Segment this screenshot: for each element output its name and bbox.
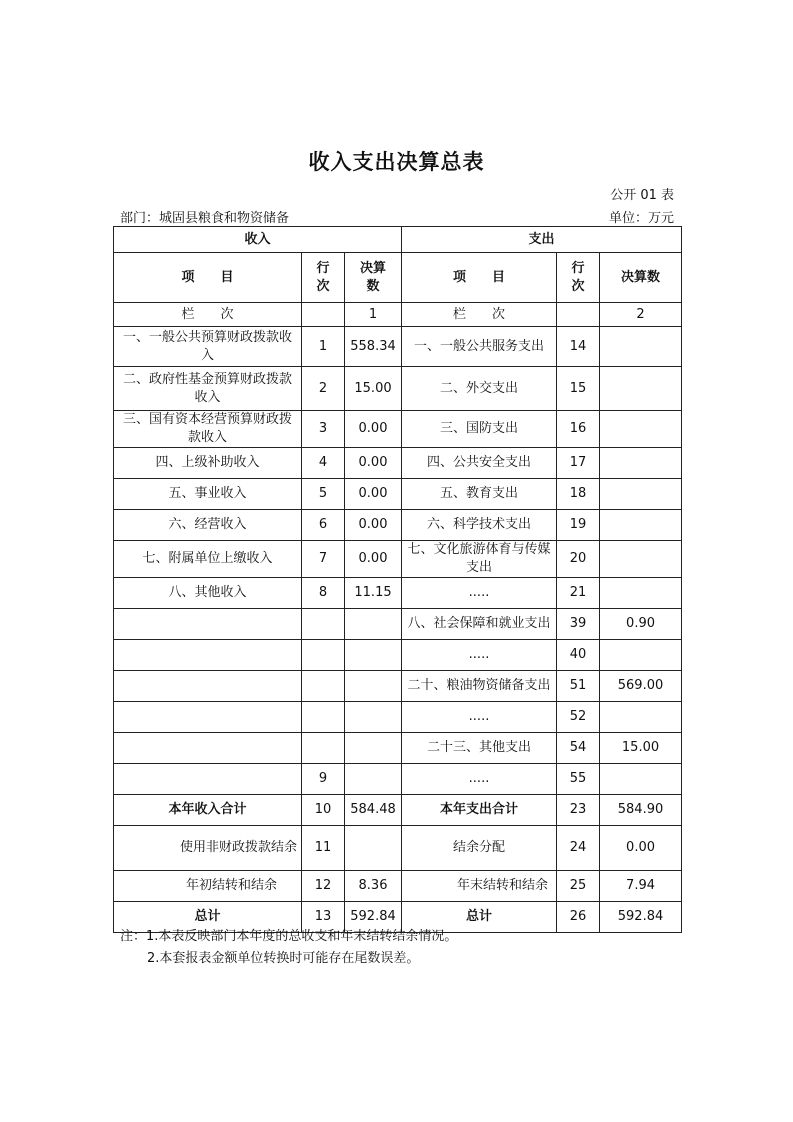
income-row-no: 9 bbox=[302, 764, 345, 795]
column-number-row bbox=[114, 303, 682, 327]
section-header-row bbox=[114, 227, 682, 253]
expense-row-no: 18 bbox=[557, 479, 600, 510]
table-row bbox=[114, 510, 682, 541]
expense-row-no: 17 bbox=[557, 448, 600, 479]
income-row-no bbox=[302, 733, 345, 764]
expense-grand-total-amount: 592.84 bbox=[600, 902, 682, 933]
expense-row-no: 55 bbox=[557, 764, 600, 795]
expense-amount: 0.90 bbox=[600, 609, 682, 640]
expense-item: 七、文化旅游体育与传媒支出 bbox=[402, 541, 557, 578]
income-row-no: 2 bbox=[302, 367, 345, 411]
income-amount bbox=[345, 609, 402, 640]
closing-balance-row-no: 25 bbox=[557, 871, 600, 902]
income-item bbox=[114, 640, 302, 671]
income-grand-total-amount: 592.84 bbox=[345, 902, 402, 933]
table-row bbox=[114, 541, 682, 578]
expense-row-no: 40 bbox=[557, 640, 600, 671]
unit-label: 单位：万元 bbox=[608, 211, 674, 226]
expense-amount bbox=[600, 578, 682, 609]
expense-item: 二十、粮油物资储备支出 bbox=[402, 671, 557, 702]
income-row-no bbox=[302, 609, 345, 640]
expense-row-no: 52 bbox=[557, 702, 600, 733]
table-row bbox=[114, 411, 682, 448]
income-column-number: 1 bbox=[345, 303, 402, 327]
income-year-total-amount: 584.48 bbox=[345, 795, 402, 826]
income-column-blank bbox=[302, 303, 345, 327]
income-grand-total-label: 总计 bbox=[114, 902, 302, 933]
expense-item: 四、公共安全支出 bbox=[402, 448, 557, 479]
expense-item: ..... bbox=[402, 578, 557, 609]
expense-year-total-amount: 584.90 bbox=[600, 795, 682, 826]
income-item bbox=[114, 764, 302, 795]
expense-amount bbox=[600, 510, 682, 541]
expense-item: 二十三、其他支出 bbox=[402, 733, 557, 764]
expense-item: 三、国防支出 bbox=[402, 411, 557, 448]
income-item bbox=[114, 733, 302, 764]
income-expense-table bbox=[113, 226, 682, 933]
expense-item: 二、外交支出 bbox=[402, 367, 557, 411]
income-row-no bbox=[302, 671, 345, 702]
income-row-no: 8 bbox=[302, 578, 345, 609]
expense-row-no: 54 bbox=[557, 733, 600, 764]
income-amount: 11.15 bbox=[345, 578, 402, 609]
expense-column-label: 栏 次 bbox=[402, 303, 557, 327]
expense-amount-header: 决算数 bbox=[600, 253, 682, 303]
non-fiscal-amount bbox=[345, 826, 402, 871]
department-label: 部门：城固县粮食和物资储备 bbox=[120, 211, 290, 226]
row-no-line-1: 行 bbox=[316, 260, 330, 276]
expense-row-no: 21 bbox=[557, 578, 600, 609]
income-amount: 15.00 bbox=[345, 367, 402, 411]
income-amount-header bbox=[345, 253, 402, 303]
income-amount: 0.00 bbox=[345, 448, 402, 479]
expense-row-no: 16 bbox=[557, 411, 600, 448]
income-amount bbox=[345, 764, 402, 795]
income-item: 一、一般公共预算财政拨款收入 bbox=[114, 327, 302, 367]
expense-item: 一、一般公共服务支出 bbox=[402, 327, 557, 367]
income-item-header: 项 目 bbox=[114, 253, 302, 303]
expense-header: 支出 bbox=[402, 227, 682, 253]
expense-row-no: 19 bbox=[557, 510, 600, 541]
income-amount bbox=[345, 671, 402, 702]
expense-column-number: 2 bbox=[600, 303, 682, 327]
income-row-no: 1 bbox=[302, 327, 345, 367]
table-row bbox=[114, 609, 682, 640]
income-amount bbox=[345, 640, 402, 671]
amount-line-1: 决算 bbox=[360, 260, 387, 276]
table-row bbox=[114, 640, 682, 671]
income-item bbox=[114, 671, 302, 702]
expense-item-header: 项 目 bbox=[402, 253, 557, 303]
closing-balance-amount: 7.94 bbox=[600, 871, 682, 902]
note-2: 2.本套报表金额单位转换时可能存在尾数误差。 bbox=[147, 951, 420, 966]
expense-row-no-header bbox=[557, 253, 600, 303]
income-row-no bbox=[302, 702, 345, 733]
column-header-row bbox=[114, 253, 682, 303]
table-row bbox=[114, 702, 682, 733]
non-fiscal-row-no: 11 bbox=[302, 826, 345, 871]
expense-amount bbox=[600, 764, 682, 795]
opening-balance-amount: 8.36 bbox=[345, 871, 402, 902]
row-no-line-1: 行 bbox=[571, 260, 585, 276]
expense-row-no: 20 bbox=[557, 541, 600, 578]
expense-amount bbox=[600, 327, 682, 367]
expense-grand-total-label: 总计 bbox=[402, 902, 557, 933]
table-row bbox=[114, 578, 682, 609]
income-row-no bbox=[302, 640, 345, 671]
income-year-total-label: 本年收入合计 bbox=[114, 795, 302, 826]
expense-item: 六、科学技术支出 bbox=[402, 510, 557, 541]
income-item: 六、经营收入 bbox=[114, 510, 302, 541]
closing-balance-label: 年末结转和结余 bbox=[402, 871, 557, 902]
balance-distribution-row-no: 24 bbox=[557, 826, 600, 871]
income-row-no: 6 bbox=[302, 510, 345, 541]
income-row-no: 4 bbox=[302, 448, 345, 479]
income-item: 三、国有资本经营预算财政拨款收入 bbox=[114, 411, 302, 448]
page-title: 收入支出决算总表 bbox=[308, 150, 485, 174]
income-row-no: 7 bbox=[302, 541, 345, 578]
income-row-no: 3 bbox=[302, 411, 345, 448]
note-1: 注：1.本表反映部门本年度的总收支和年末结转结余情况。 bbox=[120, 929, 458, 944]
expense-amount bbox=[600, 411, 682, 448]
expense-row-no: 15 bbox=[557, 367, 600, 411]
income-amount: 0.00 bbox=[345, 411, 402, 448]
income-amount: 0.00 bbox=[345, 541, 402, 578]
table-row bbox=[114, 764, 682, 795]
year-total-row bbox=[114, 795, 682, 826]
income-grand-total-row-no: 13 bbox=[302, 902, 345, 933]
expense-year-total-row-no: 23 bbox=[557, 795, 600, 826]
income-amount: 0.00 bbox=[345, 510, 402, 541]
expense-amount bbox=[600, 640, 682, 671]
notes bbox=[120, 926, 457, 970]
expense-item: 五、教育支出 bbox=[402, 479, 557, 510]
income-amount bbox=[345, 702, 402, 733]
table-row bbox=[114, 367, 682, 411]
expense-column-blank bbox=[557, 303, 600, 327]
income-item bbox=[114, 702, 302, 733]
expense-item: ..... bbox=[402, 640, 557, 671]
income-amount bbox=[345, 733, 402, 764]
table-row bbox=[114, 671, 682, 702]
income-header: 收入 bbox=[114, 227, 402, 253]
expense-amount bbox=[600, 479, 682, 510]
income-item: 五、事业收入 bbox=[114, 479, 302, 510]
form-code: 公开 01 表 bbox=[610, 188, 674, 203]
carry-over-row bbox=[114, 871, 682, 902]
income-year-total-row-no: 10 bbox=[302, 795, 345, 826]
opening-balance-row-no: 12 bbox=[302, 871, 345, 902]
income-amount: 0.00 bbox=[345, 479, 402, 510]
table-row bbox=[114, 327, 682, 367]
table-row bbox=[114, 448, 682, 479]
expense-row-no: 14 bbox=[557, 327, 600, 367]
income-row-no-header bbox=[302, 253, 345, 303]
income-amount: 558.34 bbox=[345, 327, 402, 367]
balance-distribution-label: 结余分配 bbox=[402, 826, 557, 871]
income-item: 八、其他收入 bbox=[114, 578, 302, 609]
expense-item: ..... bbox=[402, 764, 557, 795]
expense-item: 八、社会保障和就业支出 bbox=[402, 609, 557, 640]
row-no-line-2: 次 bbox=[316, 278, 330, 294]
income-column-label: 栏 次 bbox=[114, 303, 302, 327]
income-item: 七、附属单位上缴收入 bbox=[114, 541, 302, 578]
amount-line-2: 数 bbox=[366, 278, 380, 294]
row-no-line-2: 次 bbox=[571, 278, 585, 294]
opening-balance-label: 年初结转和结余 bbox=[114, 871, 302, 902]
income-row-no: 5 bbox=[302, 479, 345, 510]
balance-distribution-amount: 0.00 bbox=[600, 826, 682, 871]
expense-amount bbox=[600, 367, 682, 411]
expense-amount bbox=[600, 448, 682, 479]
expense-row-no: 51 bbox=[557, 671, 600, 702]
income-item: 四、上级补助收入 bbox=[114, 448, 302, 479]
expense-item: ..... bbox=[402, 702, 557, 733]
table-row bbox=[114, 479, 682, 510]
expense-amount bbox=[600, 541, 682, 578]
income-item bbox=[114, 609, 302, 640]
expense-amount bbox=[600, 702, 682, 733]
table-row bbox=[114, 733, 682, 764]
expense-row-no: 39 bbox=[557, 609, 600, 640]
expense-amount: 569.00 bbox=[600, 671, 682, 702]
income-item: 二、政府性基金预算财政拨款收入 bbox=[114, 367, 302, 411]
non-fiscal-row bbox=[114, 826, 682, 871]
non-fiscal-balance-label: 使用非财政拨款结余 bbox=[114, 826, 302, 871]
expense-amount: 15.00 bbox=[600, 733, 682, 764]
expense-grand-total-row-no: 26 bbox=[557, 902, 600, 933]
expense-year-total-label: 本年支出合计 bbox=[402, 795, 557, 826]
